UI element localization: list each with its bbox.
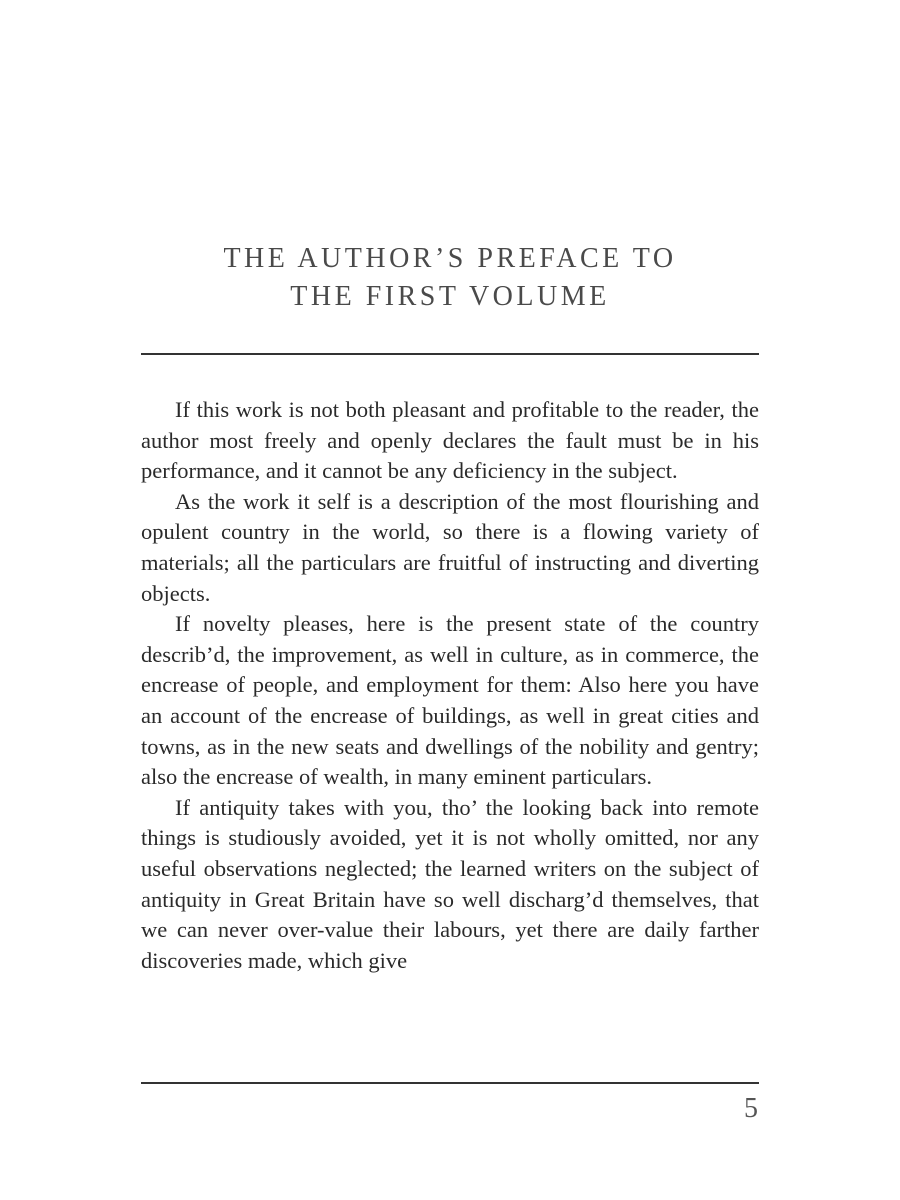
paragraph: If this work is not both pleasant and profitable to the reader, the author most freely and openly declares the fault must be in his performance, and it cannot be any deficiency in the subject. — [141, 397, 759, 484]
chapter-title — [140, 240, 760, 316]
paragraph: If novelty pleases, here is the present state of the country describ’d, the improvement, as well in culture, as in commerce, the encrease of people, and employment for them: Also here you have an account of the encrease of buildings, as well in great cities and towns, as in the new seats and dwellings of the nobility and gentry; also the encrease of wealth, in many eminent particulars. — [141, 611, 759, 790]
chapter-title-line-2: THE FIRST VOLUME — [290, 281, 610, 312]
body-text — [141, 395, 759, 976]
top-divider — [141, 353, 759, 355]
paragraph: As the work it self is a description of the most flourishing and opulent country in the world, so there is a flowing variety of materials; all the particulars are fruitful of instructing and diverting objects. — [141, 488, 759, 606]
page-number: 5 — [744, 1093, 758, 1124]
bottom-divider — [141, 1082, 759, 1084]
paragraph: If antiquity takes with you, tho’ the looking back into remote things is studiously avoided, yet it is not wholly omitted, nor any useful observations neglected; the learned writers on the subject of antiquity in Great Britain have so well discharg’d themselves, that we can never over-value their labours, yet there are daily farther discoveries made, which give — [141, 794, 759, 973]
chapter-title-line-1: THE AUTHOR’S PREFACE TO — [223, 243, 677, 274]
